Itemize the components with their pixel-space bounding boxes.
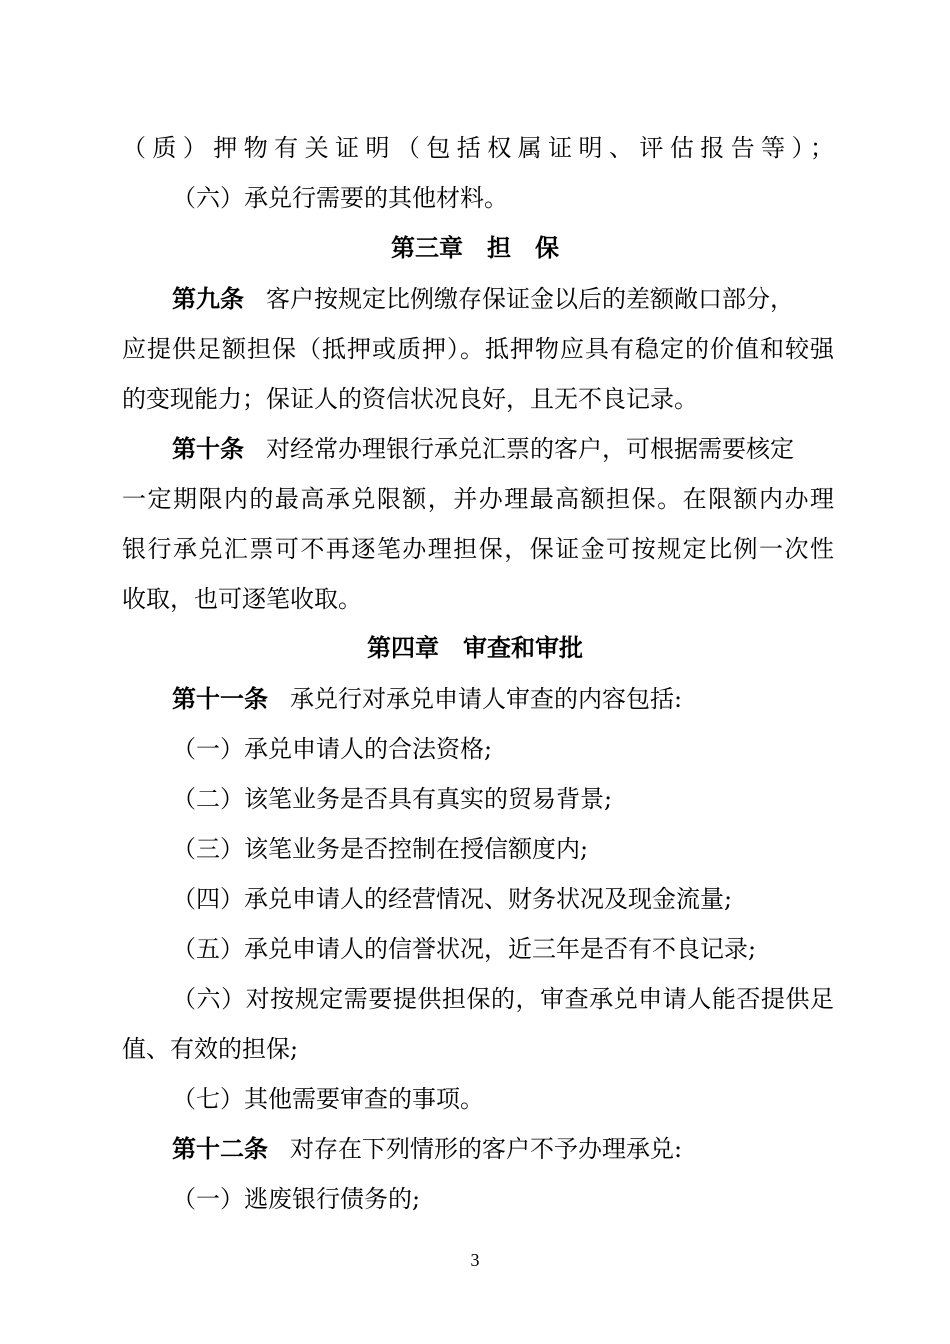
paragraph-line: 应提供足额担保（抵押或质押）。抵押物应具有稳定的价值和较强 xyxy=(122,335,834,363)
article-9 xyxy=(172,283,884,315)
list-item: （一）逃废银行债务的; xyxy=(172,1185,421,1213)
list-item: （三）该笔业务是否控制在授信额度内; xyxy=(172,835,589,863)
article-text: 对经常办理银行承兑汇票的客户，可根据需要核定 xyxy=(266,435,794,463)
list-item: （六）对按规定需要提供担保的，审查承兑申请人能否提供足 xyxy=(172,985,834,1013)
list-item: （五）承兑申请人的信誉状况，近三年是否有不良记录; xyxy=(172,935,757,963)
chapter-heading: 第四章 审查和审批 xyxy=(367,633,583,662)
list-item: （二）该笔业务是否具有真实的贸易背景; xyxy=(172,785,613,813)
page-number: 3 xyxy=(470,1250,480,1270)
list-item: （六）承兑行需要的其他材料。 xyxy=(172,184,508,212)
paragraph-line: 值、有效的担保; xyxy=(122,1035,299,1063)
article-10 xyxy=(172,433,884,465)
article-12 xyxy=(172,1133,884,1165)
paragraph-line: 的变现能力；保证人的资信状况良好，且无不良记录。 xyxy=(122,385,698,413)
list-item: （四）承兑申请人的经营情况、财务状况及现金流量; xyxy=(172,885,733,913)
paragraph-line: 一定期限内的最高承兑限额，并办理最高额担保。在限额内办理 xyxy=(122,485,834,513)
paragraph-line: 收取，也可逐笔收取。 xyxy=(122,585,362,613)
article-label: 第九条 xyxy=(172,284,244,313)
article-text: 承兑行对承兑申请人审查的内容包括: xyxy=(290,685,683,713)
article-text: 客户按规定比例缴存保证金以后的差额敞口部分， xyxy=(266,285,794,313)
list-item: （一）承兑申请人的合法资格; xyxy=(172,735,493,763)
article-label: 第十一条 xyxy=(172,684,268,713)
paragraph-line: （质）押物有关证明（包括权属证明、评估报告等）； xyxy=(122,134,834,162)
paragraph-line: 银行承兑汇票可不再逐笔办理担保，保证金可按规定比例一次性 xyxy=(122,535,834,563)
article-11 xyxy=(172,683,884,715)
article-text: 对存在下列情形的客户不予办理承兑: xyxy=(290,1135,683,1163)
article-label: 第十二条 xyxy=(172,1134,268,1163)
chapter-heading: 第三章 担 保 xyxy=(391,233,559,262)
article-label: 第十条 xyxy=(172,434,244,463)
list-item: （七）其他需要审查的事项。 xyxy=(172,1085,484,1113)
